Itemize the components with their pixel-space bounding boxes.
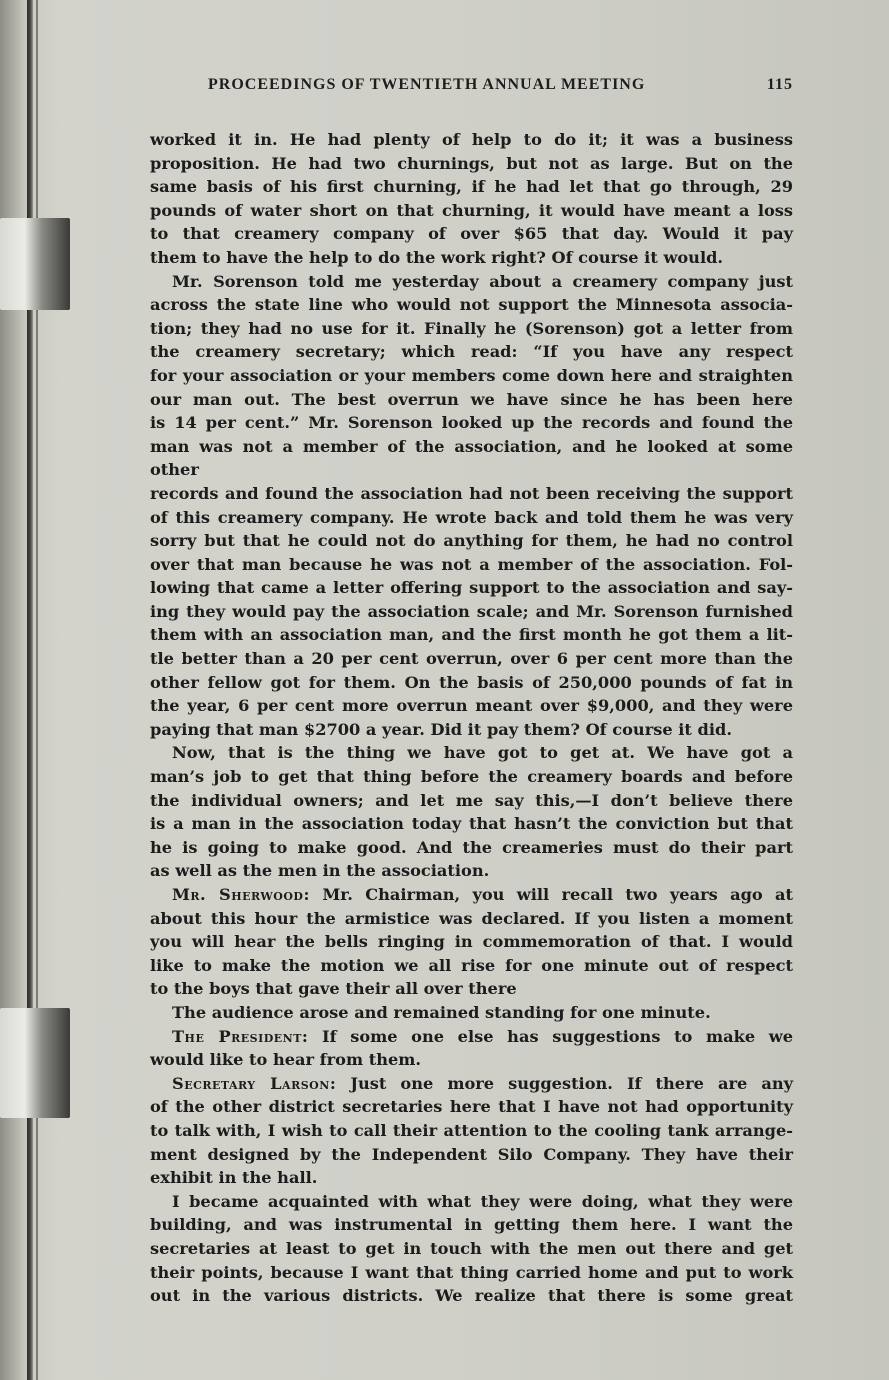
speaker-paragraph-line [150, 883, 793, 907]
text-line: If some one else has suggestions to make we [322, 1026, 793, 1046]
text-line: proposition. He had two churnings, but not as large. But on the [150, 153, 793, 173]
text-line: other fellow got for them. On the basis of 250,000 pounds of fat in [150, 672, 793, 692]
text-line: them with an association man, and the first month he got them a lit- [150, 625, 793, 645]
header-title: PROCEEDINGS OF TWENTIETH ANNUAL MEETING [208, 76, 646, 93]
text-line: as well as the men in the association. [150, 861, 490, 881]
text-line: secretaries at least to get in touch with the men out there and get [150, 1238, 793, 1258]
speaker-name: The President: [172, 1026, 309, 1046]
speaker-name: Secretary Larson: [172, 1073, 337, 1093]
text-line: pounds of water short on that churning, it would have meant a loss [150, 200, 793, 220]
text-line: about this hour the armistice was declared. If you listen a moment [150, 908, 793, 928]
text-line: the creamery secretary; which read: “If you have any respect [150, 342, 793, 362]
text-line: paying that man $2700 a year. Did it pay them? Of course it did. [150, 719, 732, 739]
text-line: Now, that is the thing we have got to get at. We have got a [172, 743, 793, 763]
speaker-paragraph-line [150, 1072, 793, 1096]
text-line: their points, because I want that thing carried home and put to work [150, 1262, 793, 1282]
text-line: lowing that came a letter offering support to the association and say- [150, 578, 793, 598]
text-line: Mr. Sorenson told me yesterday about a creamery company just [172, 271, 793, 291]
book-gutter-edge [36, 0, 38, 1380]
text-line: records and found the association had not been receiving the support [150, 483, 793, 503]
text-line: across the state line who would not support the Minnesota associa- [150, 295, 793, 315]
page-number: 115 [766, 76, 793, 93]
speaker-paragraph-line [150, 1025, 793, 1049]
text-line: Just one more suggestion. If there are any [350, 1073, 793, 1093]
text-line: the individual owners; and let me say this,—I don’t believe there [150, 790, 793, 810]
text-line: would like to hear from them. [150, 1050, 422, 1070]
text-line: out in the various districts. We realize that there is some great [150, 1286, 793, 1306]
text-line: for your association or your members come down here and straighten [150, 365, 793, 385]
text-line: man was not a member of the association, and he looked at some other [150, 436, 793, 480]
text-line: building, and was instrumental in getting them here. I want the [150, 1215, 793, 1235]
binding-clip-bottom [0, 1008, 70, 1118]
text-line: you will hear the bells ringing in commemoration of that. I would [150, 932, 793, 952]
text-line: them to have the help to do the work right? Of course it would. [150, 247, 724, 267]
text-line: tion; they had no use for it. Finally he (Sorenson) got a letter from [150, 318, 793, 338]
text-line: sorry but that he could not do anything for them, he had no control [150, 531, 793, 551]
text-line: ing they would pay the association scale; and Mr. Sorenson furnished [150, 601, 793, 621]
book-gutter [27, 0, 33, 1380]
text-line: tle better than a 20 per cent overrun, over 6 per cent more than the [150, 649, 793, 669]
text-line: I became acquainted with what they were doing, what they were [172, 1191, 793, 1211]
text-line: same basis of his first churning, if he had let that go through, 29 [150, 177, 793, 197]
text-line: our man out. The best overrun we have since he has been here [150, 389, 793, 409]
text-line: is 14 per cent.” Mr. Sorenson looked up the records and found the [150, 413, 793, 433]
body-text [150, 128, 793, 1308]
text-line: of the other district secretaries here that I have not had opportunity [150, 1097, 793, 1117]
text-line: Mr. Chairman, you will recall two years ago at [322, 885, 793, 904]
text-line: to the boys that gave their all over there [150, 979, 517, 999]
text-line: worked it in. He had plenty of help to do it; it was a business [150, 130, 793, 149]
text-line: is a man in the association today that hasn’t the conviction but that [150, 814, 793, 834]
text-line: he is going to make good. And the creameries must do their part [150, 837, 793, 857]
binding-clip-top [0, 218, 70, 310]
text-line: over that man because he was not a member of the association. Fol- [150, 554, 793, 574]
text-line: to that creamery company of over $65 that day. Would it pay [150, 224, 793, 244]
text-line: like to make the motion we all rise for one minute out of respect [150, 955, 793, 975]
speaker-name: Mr. Sherwood: [172, 885, 310, 904]
text-line: the year, 6 per cent more overrun meant over $9,000, and they were [150, 696, 793, 716]
text-line: of this creamery company. He wrote back and told them he was very [150, 507, 793, 527]
text-line: to talk with, I wish to call their attention to the cooling tank arrange- [150, 1120, 793, 1140]
text-line: exhibit in the hall. [150, 1168, 318, 1188]
text-line: The audience arose and remained standing for one minute. [172, 1002, 711, 1022]
text-line: ment designed by the Independent Silo Company. They have their [150, 1144, 793, 1164]
text-line: man’s job to get that thing before the creamery boards and before [150, 767, 793, 787]
